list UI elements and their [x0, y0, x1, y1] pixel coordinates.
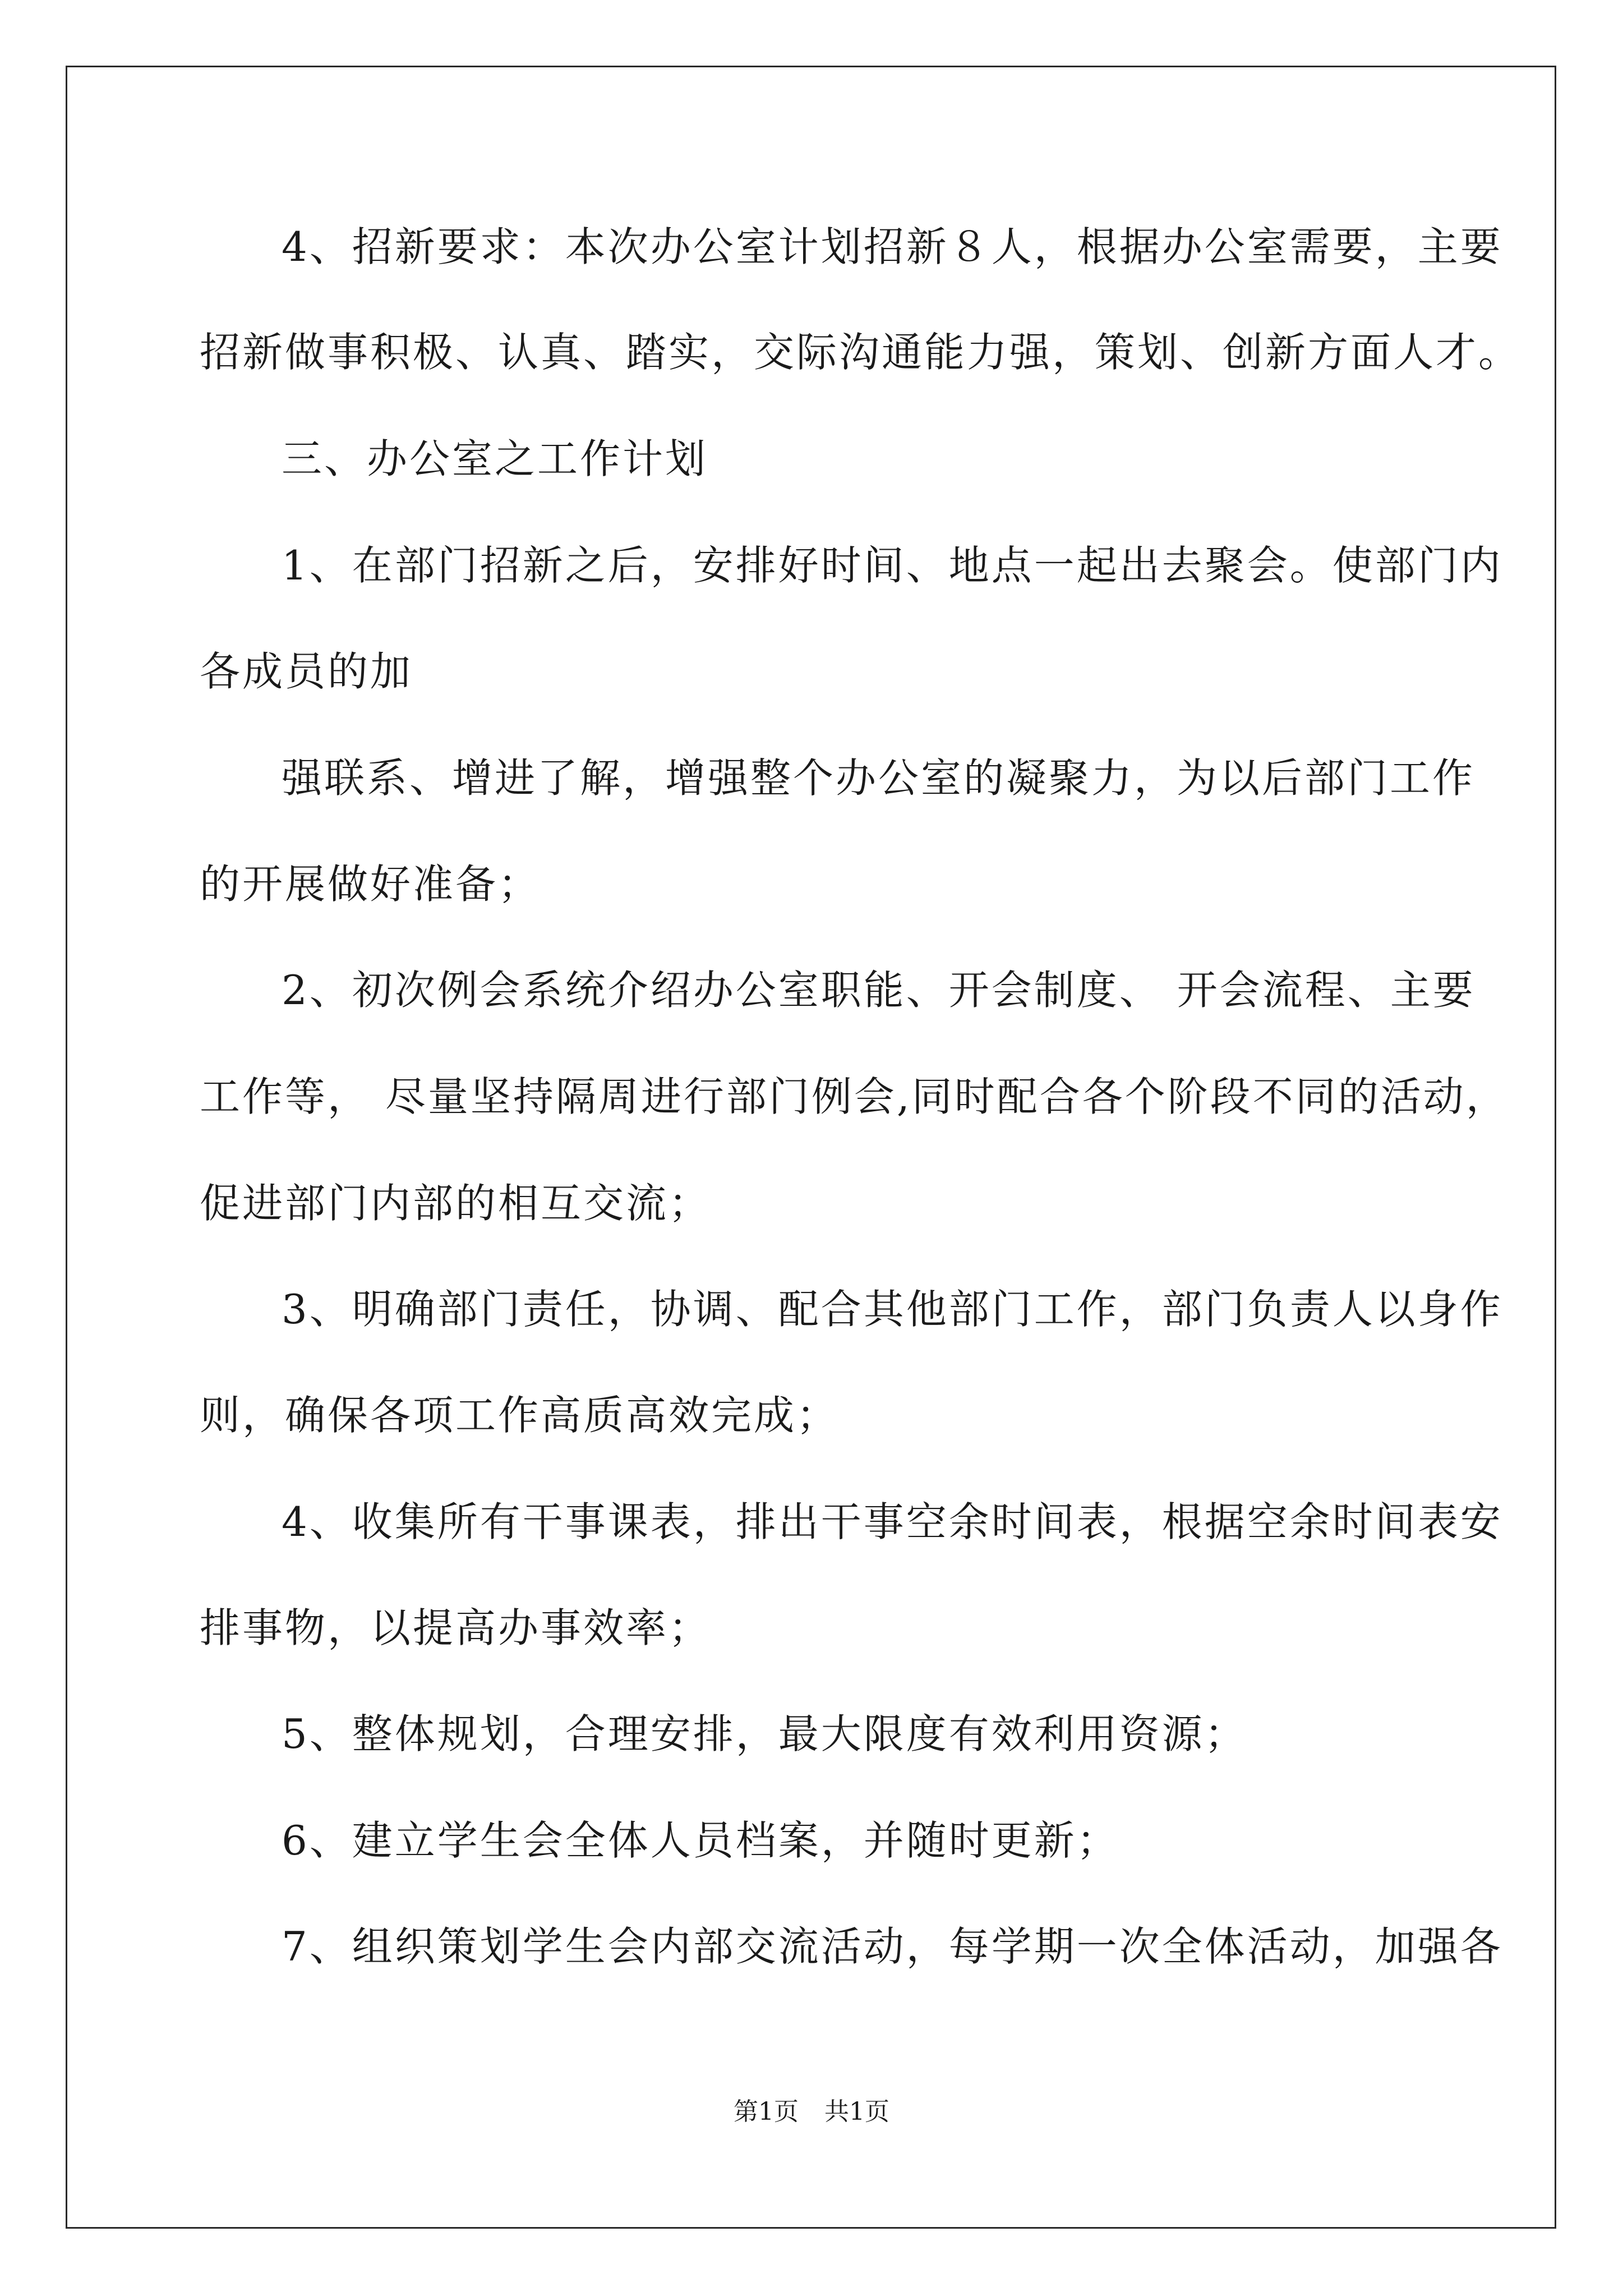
paragraph-line: 5、整体规划，合理安排，最大限度有效利用资源；: [282, 1710, 1247, 1757]
paragraph-line: 4、招新要求：本次办公室计划招新８人，根据办公室需要，主要: [282, 223, 1503, 270]
paragraph-line: 7、组织策划学生会内部交流活动，每学期一次全体活动，加强各: [282, 1923, 1503, 1970]
section-heading: 三、办公室之工作计划: [282, 435, 708, 482]
page-number-current: 第1页: [734, 2097, 799, 2126]
page-footer: [0, 2095, 1623, 2129]
paragraph-line: 4、收集所有干事课表，排出干事空余时间表，根据空余时间表安: [282, 1498, 1503, 1545]
paragraph-line: 的开展做好准备；: [200, 861, 541, 908]
paragraph-line: 强联系、增进了解，增强整个办公室的凝聚力，为以后部门工作: [282, 754, 1476, 802]
paragraph-line: 工作等， 尽量坚持隔周进行部门例会,同时配合各个阶段不同的活动，: [200, 1073, 1509, 1120]
page-border: [66, 66, 1556, 2229]
paragraph-line: 招新做事积极、认真、踏实，交际沟通能力强，策划、创新方面人才。: [200, 329, 1521, 376]
paragraph-line: 各成员的加: [200, 648, 413, 695]
paragraph-line: 6、建立学生会全体人员档案，并随时更新；: [282, 1817, 1119, 1864]
paragraph-line: 排事物，以提高办事效率；: [200, 1604, 712, 1651]
paragraph-line: 促进部门内部的相互交流；: [200, 1180, 712, 1227]
page-number-total: 共1页: [824, 2097, 889, 2126]
paragraph-line: 1、在部门招新之后，安排好时间、地点一起出去聚会。使部门内: [282, 542, 1503, 589]
paragraph-line: 2、初次例会系统介绍办公室职能、开会制度、 开会流程、主要: [282, 967, 1476, 1014]
paragraph-line: 3、明确部门责任，协调、配合其他部门工作，部门负责人以身作: [282, 1286, 1503, 1333]
paragraph-line: 则，确保各项工作高质高效完成；: [200, 1392, 840, 1439]
